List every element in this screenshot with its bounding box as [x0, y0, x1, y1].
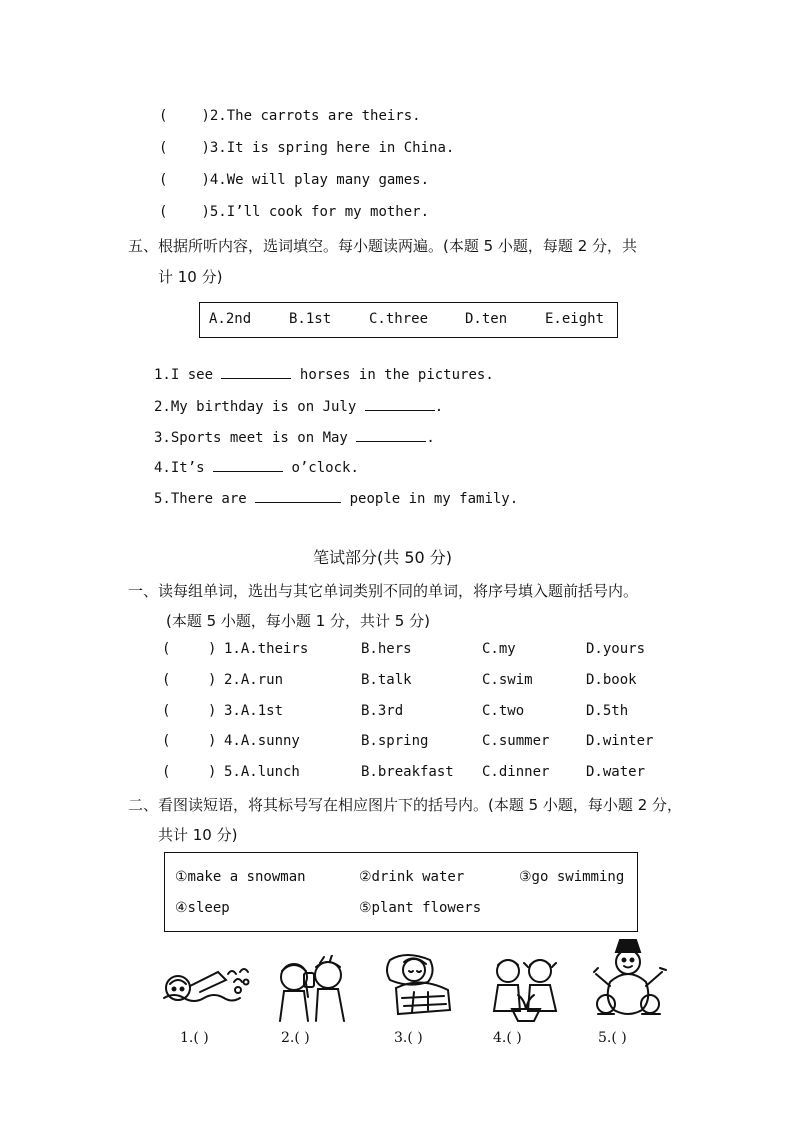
option-b: B.talk	[361, 672, 412, 688]
part2-heading-line2: 共计 10 分)	[158, 826, 238, 844]
part2-heading-line1: 二、看图读短语，将其标号写在相应图片下的括号内。(本题 5 小题，每小题 2 分，	[128, 796, 683, 814]
tf-item: ( )4.We will play many games.	[159, 172, 430, 188]
option-d: D.water	[586, 764, 646, 780]
word-option: E.eight	[545, 311, 605, 327]
option-b: B.breakfast	[361, 764, 454, 780]
answer-bracket-open[interactable]: (	[162, 703, 171, 719]
snowman-icon	[590, 938, 670, 1022]
fill-blank[interactable]	[213, 457, 283, 472]
word-option: B.1st	[289, 311, 332, 327]
answer-bracket-open[interactable]: (	[162, 733, 171, 749]
option-d: D.book	[586, 672, 637, 688]
part1-heading-line2: (本题 5 小题，每小题 1 分，共计 5 分)	[166, 612, 430, 630]
answer-bracket-open[interactable]: (	[159, 140, 168, 156]
fill-sentence: 1.I see horses in the pictures.	[154, 364, 494, 383]
fill-sentence: 5.There are people in my family.	[154, 488, 518, 507]
swimming-child-icon	[160, 958, 255, 1018]
tf-item: ( )3.It is spring here in China.	[159, 140, 455, 156]
fill-sentence: 4.It’s o’clock.	[154, 457, 359, 476]
part1-heading-line1: 一、读每组单词，选出与其它单词类别不同的单词，将序号填入题前括号内。	[128, 582, 639, 600]
section5-heading-line1: 五、根据所听内容，选词填空。每小题读两遍。(本题 5 小题，每题 2 分，共	[128, 237, 638, 255]
option-a: 4.A.sunny	[224, 733, 300, 749]
fill-sentence: 2.My birthday is on July .	[154, 396, 443, 415]
option-a: 1.A.theirs	[224, 641, 309, 657]
answer-bracket-open[interactable]: (	[159, 204, 168, 220]
picture-answer-caption[interactable]: 3.( )	[394, 1030, 423, 1046]
fill-blank[interactable]	[356, 427, 426, 442]
answer-bracket-open[interactable]: (	[162, 672, 171, 688]
option-d: D.5th	[586, 703, 629, 719]
picture-answer-caption[interactable]: 4.( )	[493, 1030, 522, 1046]
word-option: D.ten	[465, 311, 508, 327]
option-b: B.hers	[361, 641, 412, 657]
phrase: ④sleep	[175, 900, 230, 916]
option-c: C.my	[482, 641, 516, 657]
picture-answer-caption[interactable]: 1.( )	[180, 1030, 209, 1046]
phrase: ⑤plant flowers	[359, 900, 482, 916]
drinking-children-icon	[272, 955, 352, 1023]
phrase: ③go swimming	[519, 869, 625, 885]
option-b: B.3rd	[361, 703, 404, 719]
answer-bracket-open[interactable]: (	[162, 764, 171, 780]
option-c: C.two	[482, 703, 525, 719]
word-bank-box	[199, 302, 618, 338]
option-c: C.swim	[482, 672, 533, 688]
phrase: ②drink water	[359, 869, 465, 885]
fill-sentence: 3.Sports meet is on May .	[154, 427, 435, 446]
option-c: C.summer	[482, 733, 550, 749]
planting-children-icon	[488, 955, 563, 1023]
tf-item-text: 3.It is spring here in China.	[209, 140, 455, 156]
option-c: C.dinner	[482, 764, 550, 780]
section5-heading-line2: 计 10 分)	[158, 268, 223, 286]
option-d: D.winter	[586, 733, 654, 749]
tf-item-text: 2.The carrots are theirs.	[209, 108, 421, 124]
option-a: 2.A.run	[224, 672, 284, 688]
sleeping-child-icon	[384, 948, 456, 1018]
fill-blank[interactable]	[221, 364, 291, 379]
option-a: 3.A.1st	[224, 703, 284, 719]
option-a: 5.A.lunch	[224, 764, 300, 780]
word-option: C.three	[369, 311, 429, 327]
answer-bracket-open[interactable]: (	[159, 172, 168, 188]
answer-bracket-open[interactable]: (	[159, 108, 168, 124]
tf-item: ( )5.I’ll cook for my mother.	[159, 204, 430, 220]
fill-blank[interactable]	[365, 396, 435, 411]
picture-answer-caption[interactable]: 5.( )	[598, 1030, 627, 1046]
fill-blank[interactable]	[255, 488, 341, 503]
tf-item-text: 5.I’ll cook for my mother.	[209, 204, 430, 220]
phrase: ①make a snowman	[175, 869, 306, 885]
option-d: D.yours	[586, 641, 646, 657]
word-option: A.2nd	[209, 311, 252, 327]
written-part-title: 笔试部分(共 50 分)	[313, 548, 453, 567]
tf-item: ( )2.The carrots are theirs.	[159, 108, 421, 124]
picture-answer-caption[interactable]: 2.( )	[281, 1030, 310, 1046]
option-b: B.spring	[361, 733, 429, 749]
phrase-box	[164, 852, 638, 932]
tf-item-text: 4.We will play many games.	[209, 172, 430, 188]
answer-bracket-open[interactable]: (	[162, 641, 171, 657]
